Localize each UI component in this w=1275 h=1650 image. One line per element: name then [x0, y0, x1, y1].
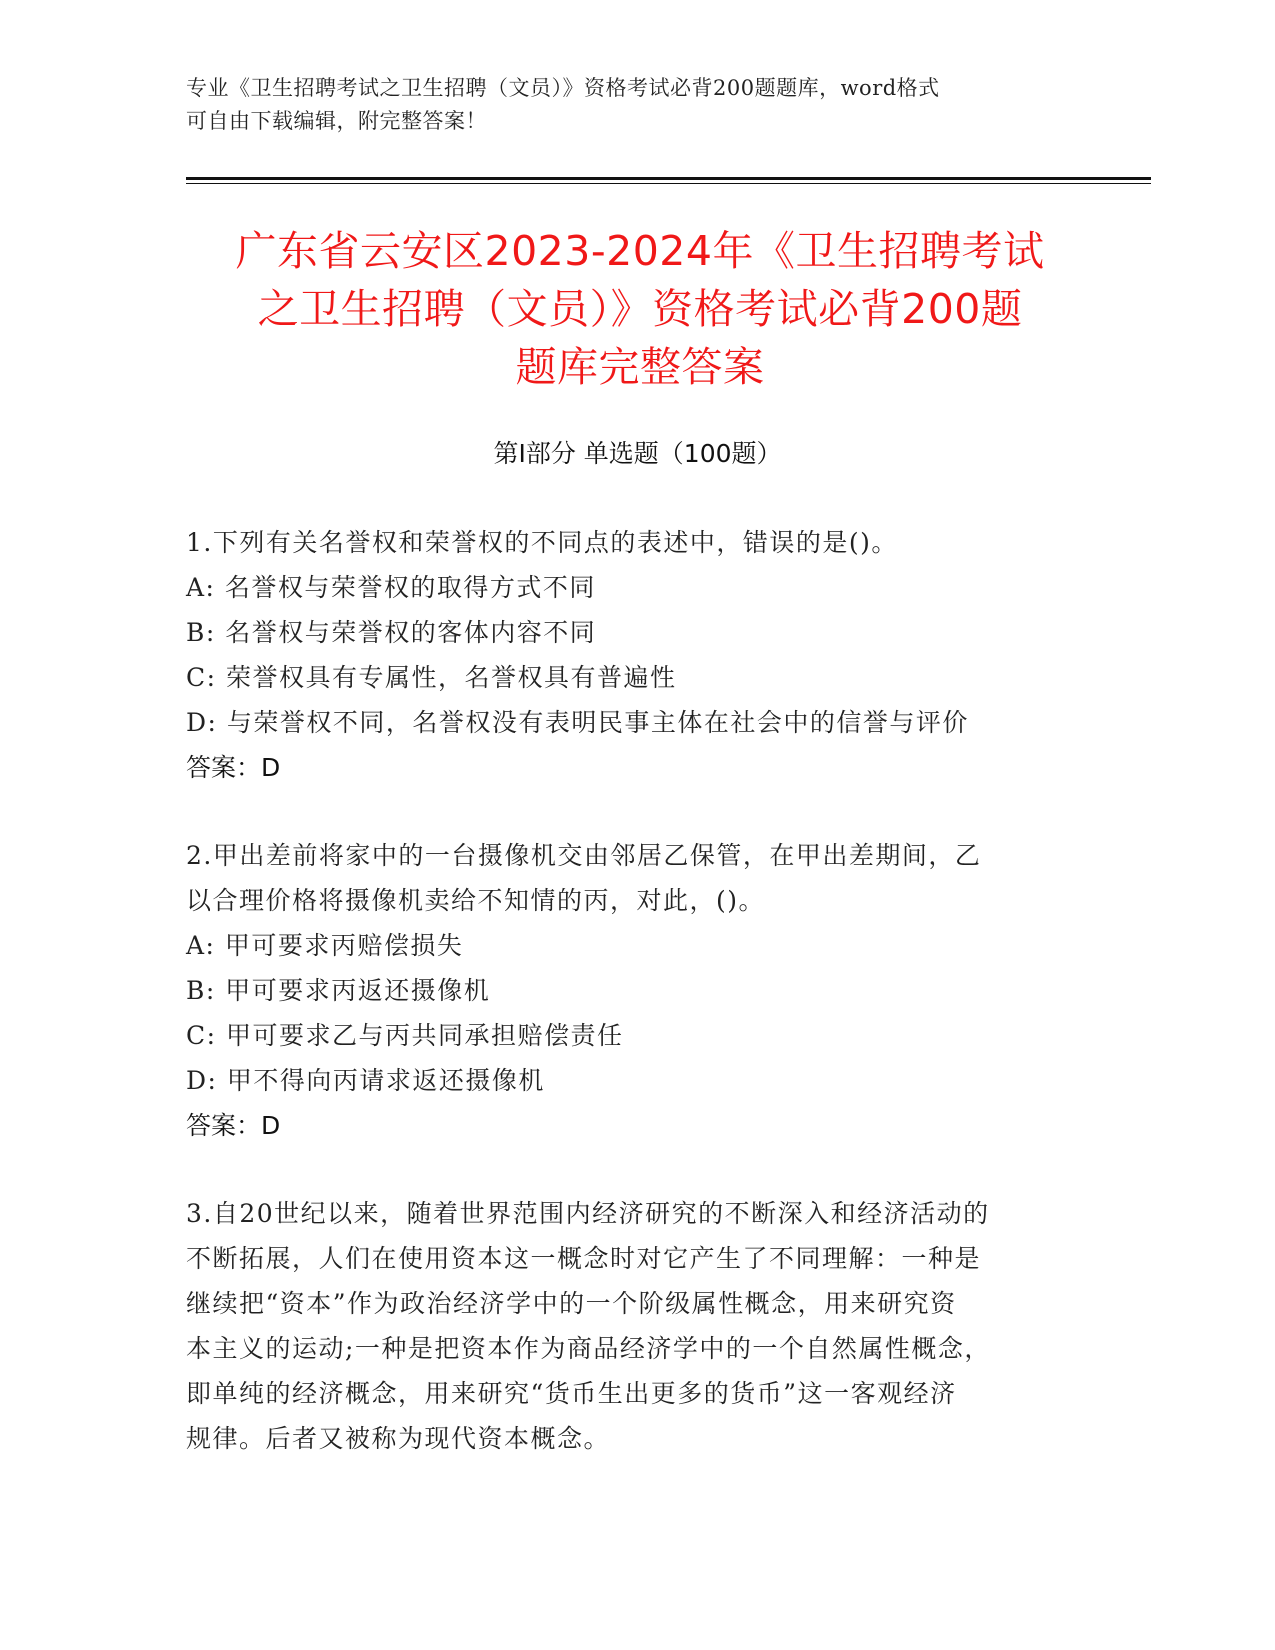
question-1-answer: 答案：D: [186, 753, 281, 782]
question-2-option-b: B: 甲可要求丙返还摄像机: [186, 976, 491, 1005]
header-note: [186, 72, 1066, 138]
question-1-option-c: C: 荣誉权具有专属性，名誉权具有普遍性: [186, 663, 677, 692]
question-3-stem-line-4: 本主义的运动;一种是把资本作为商品经济学中的一个自然属性概念，: [186, 1334, 991, 1363]
question-2-option-a: A: 甲可要求丙赔偿损失: [186, 931, 464, 960]
question-list: [186, 520, 1076, 1504]
header-note-line-2: 可自由下载编辑，附完整答案！: [186, 109, 487, 133]
question-1-option-a: A: 名誉权与荣誉权的取得方式不同: [186, 573, 596, 602]
document-title-line-2: 之卫生招聘（文员）》资格考试必背200题: [257, 285, 1023, 333]
question-1-option-d: D: 与荣誉权不同，名誉权没有表明民事主体在社会中的信誉与评价: [186, 708, 969, 737]
question-3-stem-line-3: 继续把“资本”作为政治经济学中的一个阶级属性概念，用来研究资: [186, 1289, 957, 1318]
header-divider-thin: [186, 183, 1151, 184]
question-1-option-b: B: 名誉权与荣誉权的客体内容不同: [186, 618, 597, 647]
question-3-stem-line-6: 规律。后者又被称为现代资本概念。: [186, 1424, 611, 1453]
question-3: [186, 1191, 1076, 1461]
question-2-answer: 答案：D: [186, 1111, 281, 1140]
question-2-option-c: C: 甲可要求乙与丙共同承担赔偿责任: [186, 1021, 624, 1050]
question-3-stem-line-1: 3.自20世纪以来，随着世界范围内经济研究的不断深入和经济活动的: [186, 1199, 990, 1228]
header-note-line-1: 专业《卫生招聘考试之卫生招聘（文员）》资格考试必背200题题库，word格式: [186, 76, 940, 100]
question-2-option-d: D: 甲不得向丙请求返还摄像机: [186, 1066, 545, 1095]
question-3-stem-line-5: 即单纯的经济概念，用来研究“货币生出更多的货币”这一客观经济: [186, 1379, 957, 1408]
section-heading: 第Ⅰ部分 单选题（100题）: [493, 439, 782, 468]
question-2-stem-line-2: 以合理价格将摄像机卖给不知情的丙，对此，()。: [186, 886, 766, 915]
document-title-line-3: 题库完整答案: [515, 343, 765, 391]
question-3-stem-line-2: 不断拓展，人们在使用资本这一概念时对它产生了不同理解：一种是: [186, 1244, 982, 1273]
header-divider-thick: [186, 177, 1151, 180]
document-title: [190, 222, 1090, 396]
question-1: [186, 520, 1076, 790]
question-2: [186, 833, 1076, 1148]
question-1-stem: 1.下列有关名誉权和荣誉权的不同点的表述中，错误的是()。: [186, 528, 898, 557]
question-2-stem-line-1: 2.甲出差前将家中的一台摄像机交由邻居乙保管，在甲出差期间，乙: [186, 841, 982, 870]
document-title-line-1: 广东省云安区2023-2024年《卫生招聘考试: [235, 227, 1045, 275]
